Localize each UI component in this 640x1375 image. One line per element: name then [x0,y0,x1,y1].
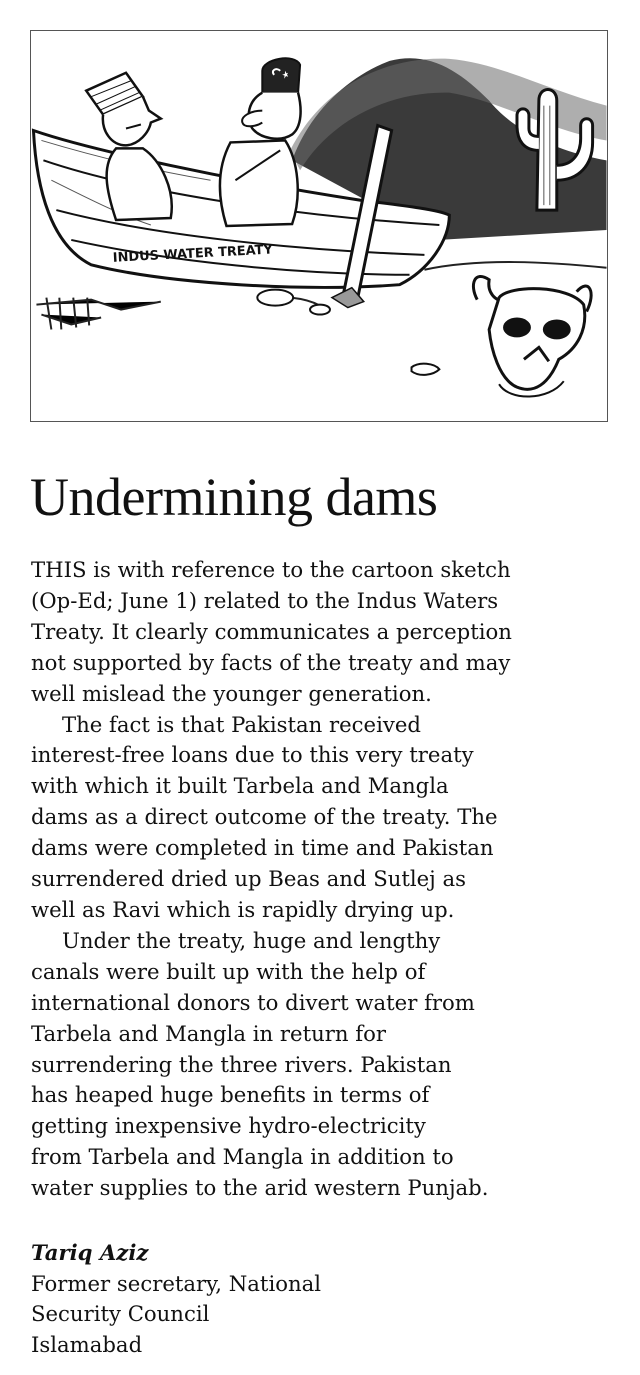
paragraph [31,555,621,710]
text-line: canals were built up with the help of [31,958,426,984]
text-line: surrendered dried up Beas and Sutlej as [31,866,466,892]
text-line: The fact is that Pakistan received [62,711,421,737]
author-name: Tariq Aziz [31,1240,149,1265]
paragraph [31,710,621,926]
cartoon-illustration [30,30,608,422]
text-line: well mislead the younger generation. [31,680,432,706]
text-line: Tarbela and Mangla in return for [31,1020,386,1046]
headline: Undermining dams [30,467,438,527]
author-city: Islamabad [31,1331,143,1357]
text-line: (Op-Ed; June 1) related to the Indus Waters [31,587,499,613]
small-debris-icon [412,364,440,375]
skull-icon [473,277,591,397]
rock-icon [257,290,293,306]
text-line: Under the treaty, huge and lengthy [62,927,441,953]
author-title: Former secretary, National [31,1270,322,1296]
text-line: surrendering the three rivers. Pakistan [31,1051,452,1077]
rock-icon [310,305,330,315]
letter-body [31,555,621,1204]
text-line: dams as a direct outcome of the treaty. The [31,804,498,830]
text-line: well as Ravi which is rapidly drying up. [31,896,455,922]
author-title: Security Council [31,1301,210,1326]
signature-block [31,1238,621,1360]
ground-line [424,262,606,270]
cartoon-drawing [31,31,607,421]
text-line: THIS is with reference to the cartoon sketch [31,557,511,582]
text-line: from Tarbela and Mangla in addition to [31,1144,454,1170]
text-line: Treaty. It clearly communicates a perception [31,618,512,644]
boat-label: INDUS WATER TREATY [112,242,274,266]
text-line: with which it built Tarbela and Mangla [31,773,449,799]
text-line: international donors to divert water from [31,989,475,1015]
figure-right-icon [220,58,301,226]
paragraph [31,926,621,1204]
text-line: getting inexpensive hydro-electricity [31,1113,426,1139]
text-line: water supplies to the arid western Punjab. [31,1175,489,1201]
text-line: not supported by facts of the treaty and may [31,649,511,675]
text-line: interest-free loans due to this very treaty [31,742,474,768]
text-line: has heaped huge benefits in terms of [31,1082,430,1108]
text-line: dams were completed in time and Pakistan [31,835,494,861]
